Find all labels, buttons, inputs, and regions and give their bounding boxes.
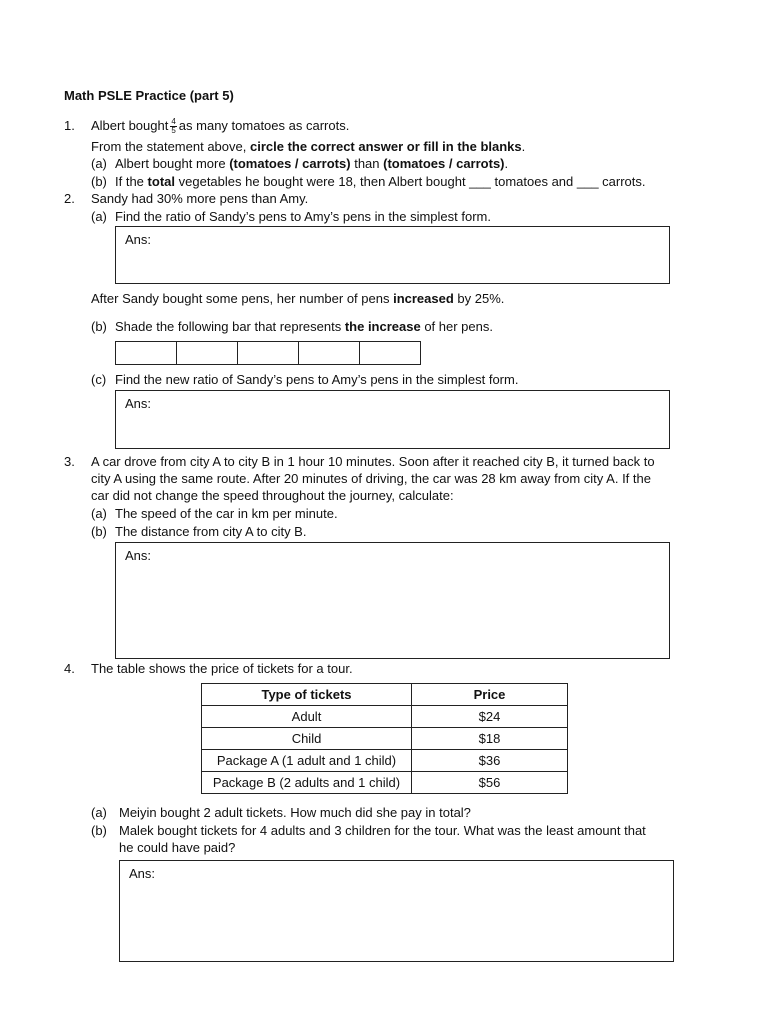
q2b-bold: the increase (344, 319, 421, 334)
q1-instruction (91, 139, 525, 155)
q1-fraction-denominator: 5 (171, 126, 176, 136)
q2c-text: Find the new ratio of Sandy’s pens to Amy’s pens in the simplest form. (115, 372, 519, 387)
q3b-text: The distance from city A to city B. (115, 524, 307, 539)
table-cell-price: $56 (412, 772, 568, 794)
q4-stem: The table shows the price of tickets for a tour. (91, 661, 353, 676)
q1a-choice-2: (tomatoes / carrots) (383, 156, 505, 171)
q3-part-a-label: (a) (91, 506, 107, 521)
q1-stem (91, 118, 349, 135)
q4-answer-box[interactable] (119, 860, 674, 962)
bar-cell[interactable] (177, 342, 238, 364)
q3-answer-box[interactable] (115, 542, 670, 659)
shading-bar (115, 341, 421, 365)
q2-part-b-label: (b) (91, 319, 107, 334)
table-header-row (202, 684, 568, 706)
table-cell-type: Package B (2 adults and 1 child) (202, 772, 412, 794)
q3-line-3: car did not change the speed throughout the journey, calculate: (91, 488, 454, 503)
bar-cell[interactable] (116, 342, 177, 364)
q2b-text-2: of her pens. (424, 319, 493, 334)
q2-part-b (91, 319, 493, 335)
table-cell-type: Adult (202, 706, 412, 728)
q4a-text: Meiyin bought 2 adult tickets. How much did she pay in total? (119, 805, 471, 820)
q1-part-a (91, 156, 508, 172)
q1b-bold: total (147, 174, 175, 189)
q2-mid-start: After Sandy bought some pens, her number of pens (91, 291, 390, 306)
q4-part-b-label: (b) (91, 823, 107, 838)
q1b-text-2: vegetables he bought were 18, then Albert bought ___ tomatoes and ___ carrots. (178, 174, 646, 189)
table-header-type: Type of tickets (202, 684, 412, 706)
table-cell-type: Child (202, 728, 412, 750)
q3-part-a (91, 506, 338, 522)
q1-part-a-label: (a) (91, 156, 107, 171)
q2-part-c (91, 372, 518, 388)
q2-part-a-label: (a) (91, 209, 107, 224)
q1-instruction-end: . (521, 139, 526, 154)
ticket-price-table (201, 683, 568, 794)
table-header-price: Price (412, 684, 568, 706)
q1-instruction-bold: circle the correct answer or fill in the blanks (249, 139, 522, 154)
q4b-line-1: Malek bought tickets for 4 adults and 3 children for the tour. What was the least amount that (119, 823, 646, 838)
table-cell-price: $24 (412, 706, 568, 728)
q2a-answer-box[interactable] (115, 226, 670, 284)
q1a-text-3: . (504, 156, 509, 171)
table-row (202, 772, 568, 794)
q3-line-1: A car drove from city A to city B in 1 hour 10 minutes. Soon after it reached city B, it turned back to (91, 454, 655, 469)
q1-instruction-start: From the statement above, (91, 139, 247, 154)
q2-stem: Sandy had 30% more pens than Amy. (91, 191, 309, 206)
q1-stem-start: Albert bought (91, 118, 169, 133)
q2-part-c-label: (c) (91, 372, 107, 387)
table-row (202, 706, 568, 728)
q2-part-a (91, 209, 491, 225)
q3-part-b-label: (b) (91, 524, 107, 539)
answer-label: Ans: (129, 866, 156, 881)
q1b-text-1: If the (115, 174, 144, 189)
table-row (202, 750, 568, 772)
table-cell-price: $18 (412, 728, 568, 750)
q1a-choice-1: (tomatoes / carrots) (229, 156, 351, 171)
q2b-text-1: Shade the following bar that represents (115, 319, 342, 334)
q1-part-b-label: (b) (91, 174, 107, 189)
answer-label: Ans: (125, 396, 152, 411)
q3-line-2: city A using the same route. After 20 minutes of driving, the car was 28 km away from city A. If the (91, 471, 651, 486)
table-cell-type: Package A (1 adult and 1 child) (202, 750, 412, 772)
page-title: Math PSLE Practice (part 5) (64, 88, 234, 103)
q1-number: 1. (64, 118, 75, 133)
q3-part-b (91, 524, 306, 540)
q1-stem-end: as many tomatoes as carrots. (178, 118, 350, 133)
q4-part-b (91, 823, 646, 839)
q4-part-a-label: (a) (91, 805, 107, 820)
q2c-answer-box[interactable] (115, 390, 670, 449)
q1-fraction (170, 118, 176, 135)
bar-cell[interactable] (360, 342, 420, 364)
q4b-line-2: he could have paid? (119, 840, 236, 855)
bar-cell[interactable] (299, 342, 360, 364)
q3a-text: The speed of the car in km per minute. (115, 506, 338, 521)
q4-number: 4. (64, 661, 75, 676)
table-cell-price: $36 (412, 750, 568, 772)
q2-middle-text (91, 291, 504, 307)
q1a-text-2: than (354, 156, 380, 171)
answer-label: Ans: (125, 548, 152, 563)
q2-mid-end: by 25%. (457, 291, 505, 306)
q1-part-b (91, 174, 646, 190)
q1a-text-1: Albert bought more (115, 156, 226, 171)
q2-number: 2. (64, 191, 75, 206)
bar-cell[interactable] (238, 342, 299, 364)
answer-label: Ans: (125, 232, 152, 247)
q3-number: 3. (64, 454, 75, 469)
q1-fraction-numerator: 4 (171, 117, 176, 127)
q4-part-a (91, 805, 471, 821)
q2a-text: Find the ratio of Sandy’s pens to Amy’s pens in the simplest form. (115, 209, 491, 224)
table-row (202, 728, 568, 750)
q2-mid-bold: increased (393, 291, 454, 306)
